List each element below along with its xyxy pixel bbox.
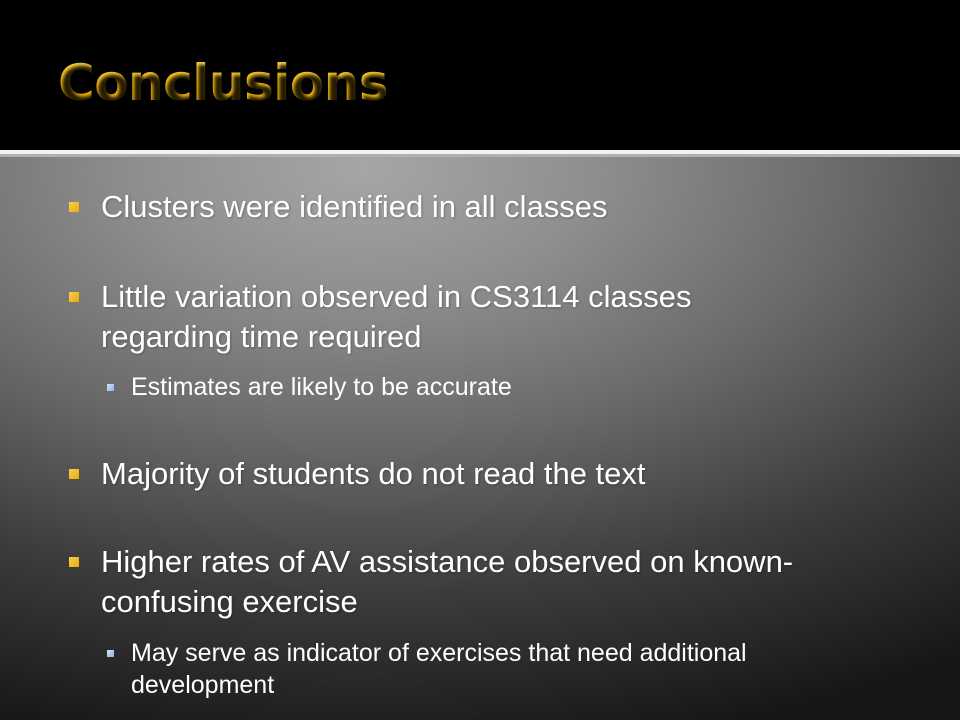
bullet-text: Majority of students do not read the text (101, 456, 646, 491)
bullet-text: Higher rates of AV assistance observed on known-confusing exercise (101, 544, 794, 619)
sub-bullet-icon (107, 384, 114, 391)
sub-bullet-icon (107, 650, 114, 657)
slide-title: Conclusions (58, 54, 389, 112)
bullet-text: Little variation observed in CS3114 classes regarding time required (101, 279, 692, 354)
bullet-text: Clusters were identified in all classes (101, 189, 608, 224)
square-bullet-icon (69, 202, 79, 212)
sub-bullet-text: Estimates are likely to be accurate (131, 373, 512, 401)
square-bullet-icon (69, 292, 79, 302)
title-bar (0, 0, 960, 150)
slide-body (0, 157, 960, 720)
square-bullet-icon (69, 557, 79, 567)
square-bullet-icon (69, 469, 79, 479)
bullet-list (0, 157, 960, 720)
sub-bullet-text: May serve as indicator of exercises that need additional development (131, 639, 747, 699)
